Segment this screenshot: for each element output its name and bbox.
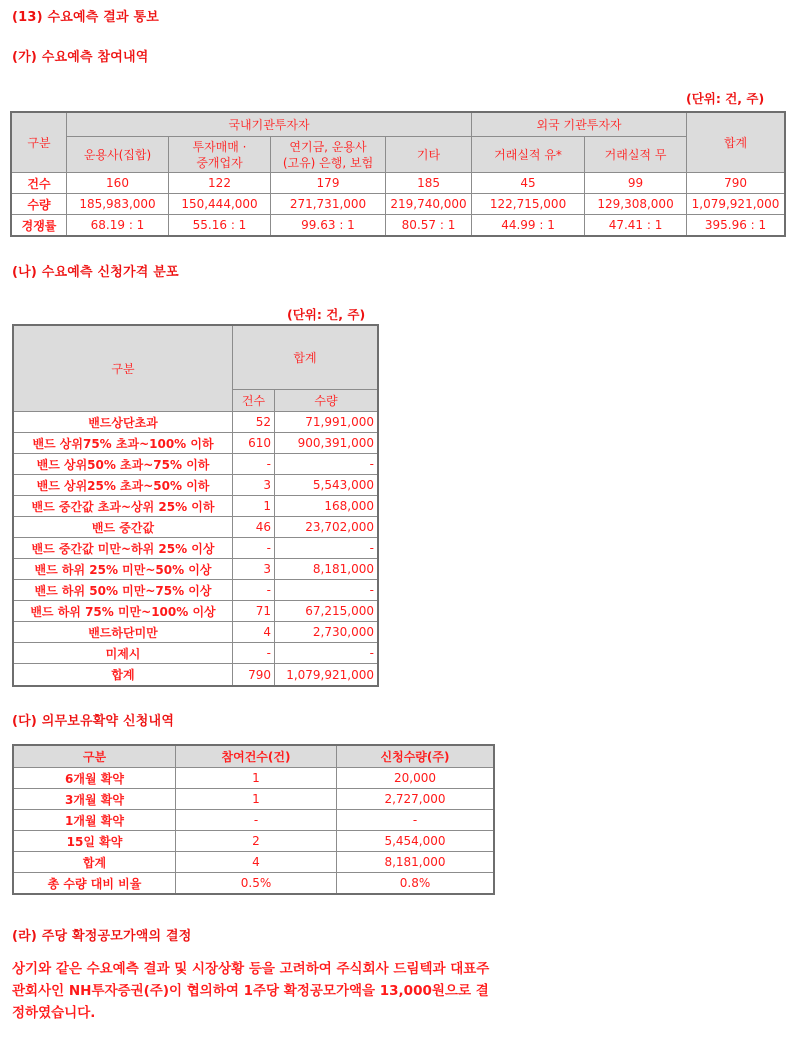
table-row [14,810,494,831]
quantity-cell: - [275,580,378,601]
header-dealer-broker [169,137,271,173]
cell: 179 [271,173,386,194]
quantity-cell: 71,991,000 [275,412,378,433]
header-pension-bank-insurance [271,137,386,173]
header-total: 합계 [687,113,785,173]
cell: 395.96 : 1 [687,215,785,236]
count-cell: 52 [233,412,275,433]
price-band-label: 밴드 중간값 [14,517,233,538]
quantity-cell: 1,079,921,000 [275,664,378,686]
count-cell: 4 [176,852,337,873]
cell: 271,731,000 [271,194,386,215]
lockup-period-label: 1개월 확약 [14,810,176,831]
table-row [14,831,494,852]
table-row [14,475,378,496]
quantity-cell: 2,727,000 [337,789,494,810]
header-domestic-institutions: 국내기관투자자 [67,113,472,137]
quantity-cell: 20,000 [337,768,494,789]
lockup-period-label: 합계 [14,852,176,873]
lockup-commitment-table [13,745,494,894]
quantity-cell: 67,215,000 [275,601,378,622]
table-row [14,496,378,517]
table-row [14,643,378,664]
header-without-track-record: 거래실적 무 [585,137,687,173]
table-row [12,215,785,236]
section-da-title: (다) 의무보유확약 신청내역 [12,714,175,729]
lockup-period-label: 15일 확약 [14,831,176,852]
table-row [12,173,785,194]
price-band-label: 밴드 중간값 미만~하위 25% 이상 [14,538,233,559]
count-cell: 71 [233,601,275,622]
table-row [14,433,378,454]
table-row [14,789,494,810]
header-foreign-institutions: 외국 기관투자자 [472,113,687,137]
quantity-cell: 2,730,000 [275,622,378,643]
header-quantity: 수량 [275,390,378,412]
cell: 47.41 : 1 [585,215,687,236]
count-cell: 1 [176,768,337,789]
quantity-cell: 168,000 [275,496,378,517]
header-pension-line2: (고유) 은행, 보험 [282,155,374,170]
header-total: 합계 [233,326,378,390]
cell: 44.99 : 1 [472,215,585,236]
table-row-total [14,664,378,686]
demand-forecast-participation-table [11,112,785,236]
header-category: 구분 [14,746,176,768]
price-band-label: 밴드 상위25% 초과~50% 이하 [14,475,233,496]
cell: 55.16 : 1 [169,215,271,236]
table-row [14,622,378,643]
quantity-cell: 0.8% [337,873,494,894]
table-row [14,580,378,601]
cell: 185 [386,173,472,194]
table-row [14,768,494,789]
section-ra-title: (라) 주당 확정공모가액의 결정 [12,929,192,944]
count-cell: - [176,810,337,831]
quantity-cell: 5,543,000 [275,475,378,496]
cell: 160 [67,173,169,194]
count-cell: 1 [176,789,337,810]
price-band-label: 밴드 하위 50% 미만~75% 이상 [14,580,233,601]
table-row [14,852,494,873]
cell: 150,444,000 [169,194,271,215]
count-cell: - [233,580,275,601]
header-with-track-record: 거래실적 유* [472,137,585,173]
quantity-cell: 8,181,000 [337,852,494,873]
count-cell: 790 [233,664,275,686]
cell: 219,740,000 [386,194,472,215]
cell: 80.57 : 1 [386,215,472,236]
count-cell: 0.5% [176,873,337,894]
lockup-period-label: 6개월 확약 [14,768,176,789]
header-pension-line1: 연기금, 운용사 [289,139,367,154]
cell: 99 [585,173,687,194]
cell: 99.63 : 1 [271,215,386,236]
cell: 790 [687,173,785,194]
price-band-label: 밴드 상위75% 초과~100% 이하 [14,433,233,454]
header-dealer-broker-line1: 투자매매 · [192,139,247,154]
price-band-label: 밴드 하위 25% 미만~50% 이상 [14,559,233,580]
cell: 122 [169,173,271,194]
count-cell: 3 [233,559,275,580]
count-cell: 610 [233,433,275,454]
price-band-label: 미제시 [14,643,233,664]
table-row [12,194,785,215]
quantity-cell: - [275,643,378,664]
price-band-label: 합계 [14,664,233,686]
count-cell: 3 [233,475,275,496]
table-row [14,538,378,559]
price-band-label: 밴드하단미만 [14,622,233,643]
quantity-cell: 8,181,000 [275,559,378,580]
price-band-label: 밴드 중간값 초과~상위 25% 이하 [14,496,233,517]
lockup-period-label: 3개월 확약 [14,789,176,810]
count-cell: 1 [233,496,275,517]
price-band-label: 밴드상단초과 [14,412,233,433]
row-label: 수량 [12,194,67,215]
count-cell: 4 [233,622,275,643]
count-cell: 2 [176,831,337,852]
section-ga-title: (가) 수요예측 참여내역 [12,50,149,65]
quantity-cell: 900,391,000 [275,433,378,454]
header-application-quantity: 신청수량(주) [337,746,494,768]
table-row [14,601,378,622]
header-count: 건수 [233,390,275,412]
count-cell: - [233,538,275,559]
cell: 45 [472,173,585,194]
header-participation-count: 참여건수(건) [176,746,337,768]
unit-label-ga: (단위: 건, 주) [686,91,765,106]
section-na-title: (나) 수요예측 신청가격 분포 [12,265,179,280]
quantity-cell: 23,702,000 [275,517,378,538]
unit-label-na: (단위: 건, 주) [287,307,366,322]
count-cell: - [233,643,275,664]
price-band-label: 밴드 상위50% 초과~75% 이하 [14,454,233,475]
header-dealer-broker-line2: 중개업자 [196,155,243,170]
count-cell: 46 [233,517,275,538]
table-row [14,517,378,538]
table-row [14,412,378,433]
cell: 1,079,921,000 [687,194,785,215]
table-row [14,454,378,475]
offering-price-decision-text: 상기와 같은 수요예측 결과 및 시장상황 등을 고려하여 주식회사 드림텍과 대표주관회사인 NH투자증권(주)이 협의하여 1주당 확정공모가액을 13,000원으로 결정하였습니다. [12,961,490,1021]
header-other: 기타 [386,137,472,173]
section-13-title: (13) 수요예측 결과 통보 [12,10,160,25]
table-row [14,559,378,580]
quantity-cell: - [275,538,378,559]
cell: 122,715,000 [472,194,585,215]
header-category: 구분 [14,326,233,412]
header-asset-manager-collective: 운용사(집합) [67,137,169,173]
quantity-cell: - [275,454,378,475]
row-label: 경쟁률 [12,215,67,236]
row-label: 건수 [12,173,67,194]
price-distribution-table [13,325,378,686]
header-category: 구분 [12,113,67,173]
cell: 185,983,000 [67,194,169,215]
cell: 129,308,000 [585,194,687,215]
lockup-period-label: 총 수량 대비 비율 [14,873,176,894]
cell: 68.19 : 1 [67,215,169,236]
count-cell: - [233,454,275,475]
quantity-cell: - [337,810,494,831]
price-band-label: 밴드 하위 75% 미만~100% 이상 [14,601,233,622]
quantity-cell: 5,454,000 [337,831,494,852]
table-row [14,873,494,894]
